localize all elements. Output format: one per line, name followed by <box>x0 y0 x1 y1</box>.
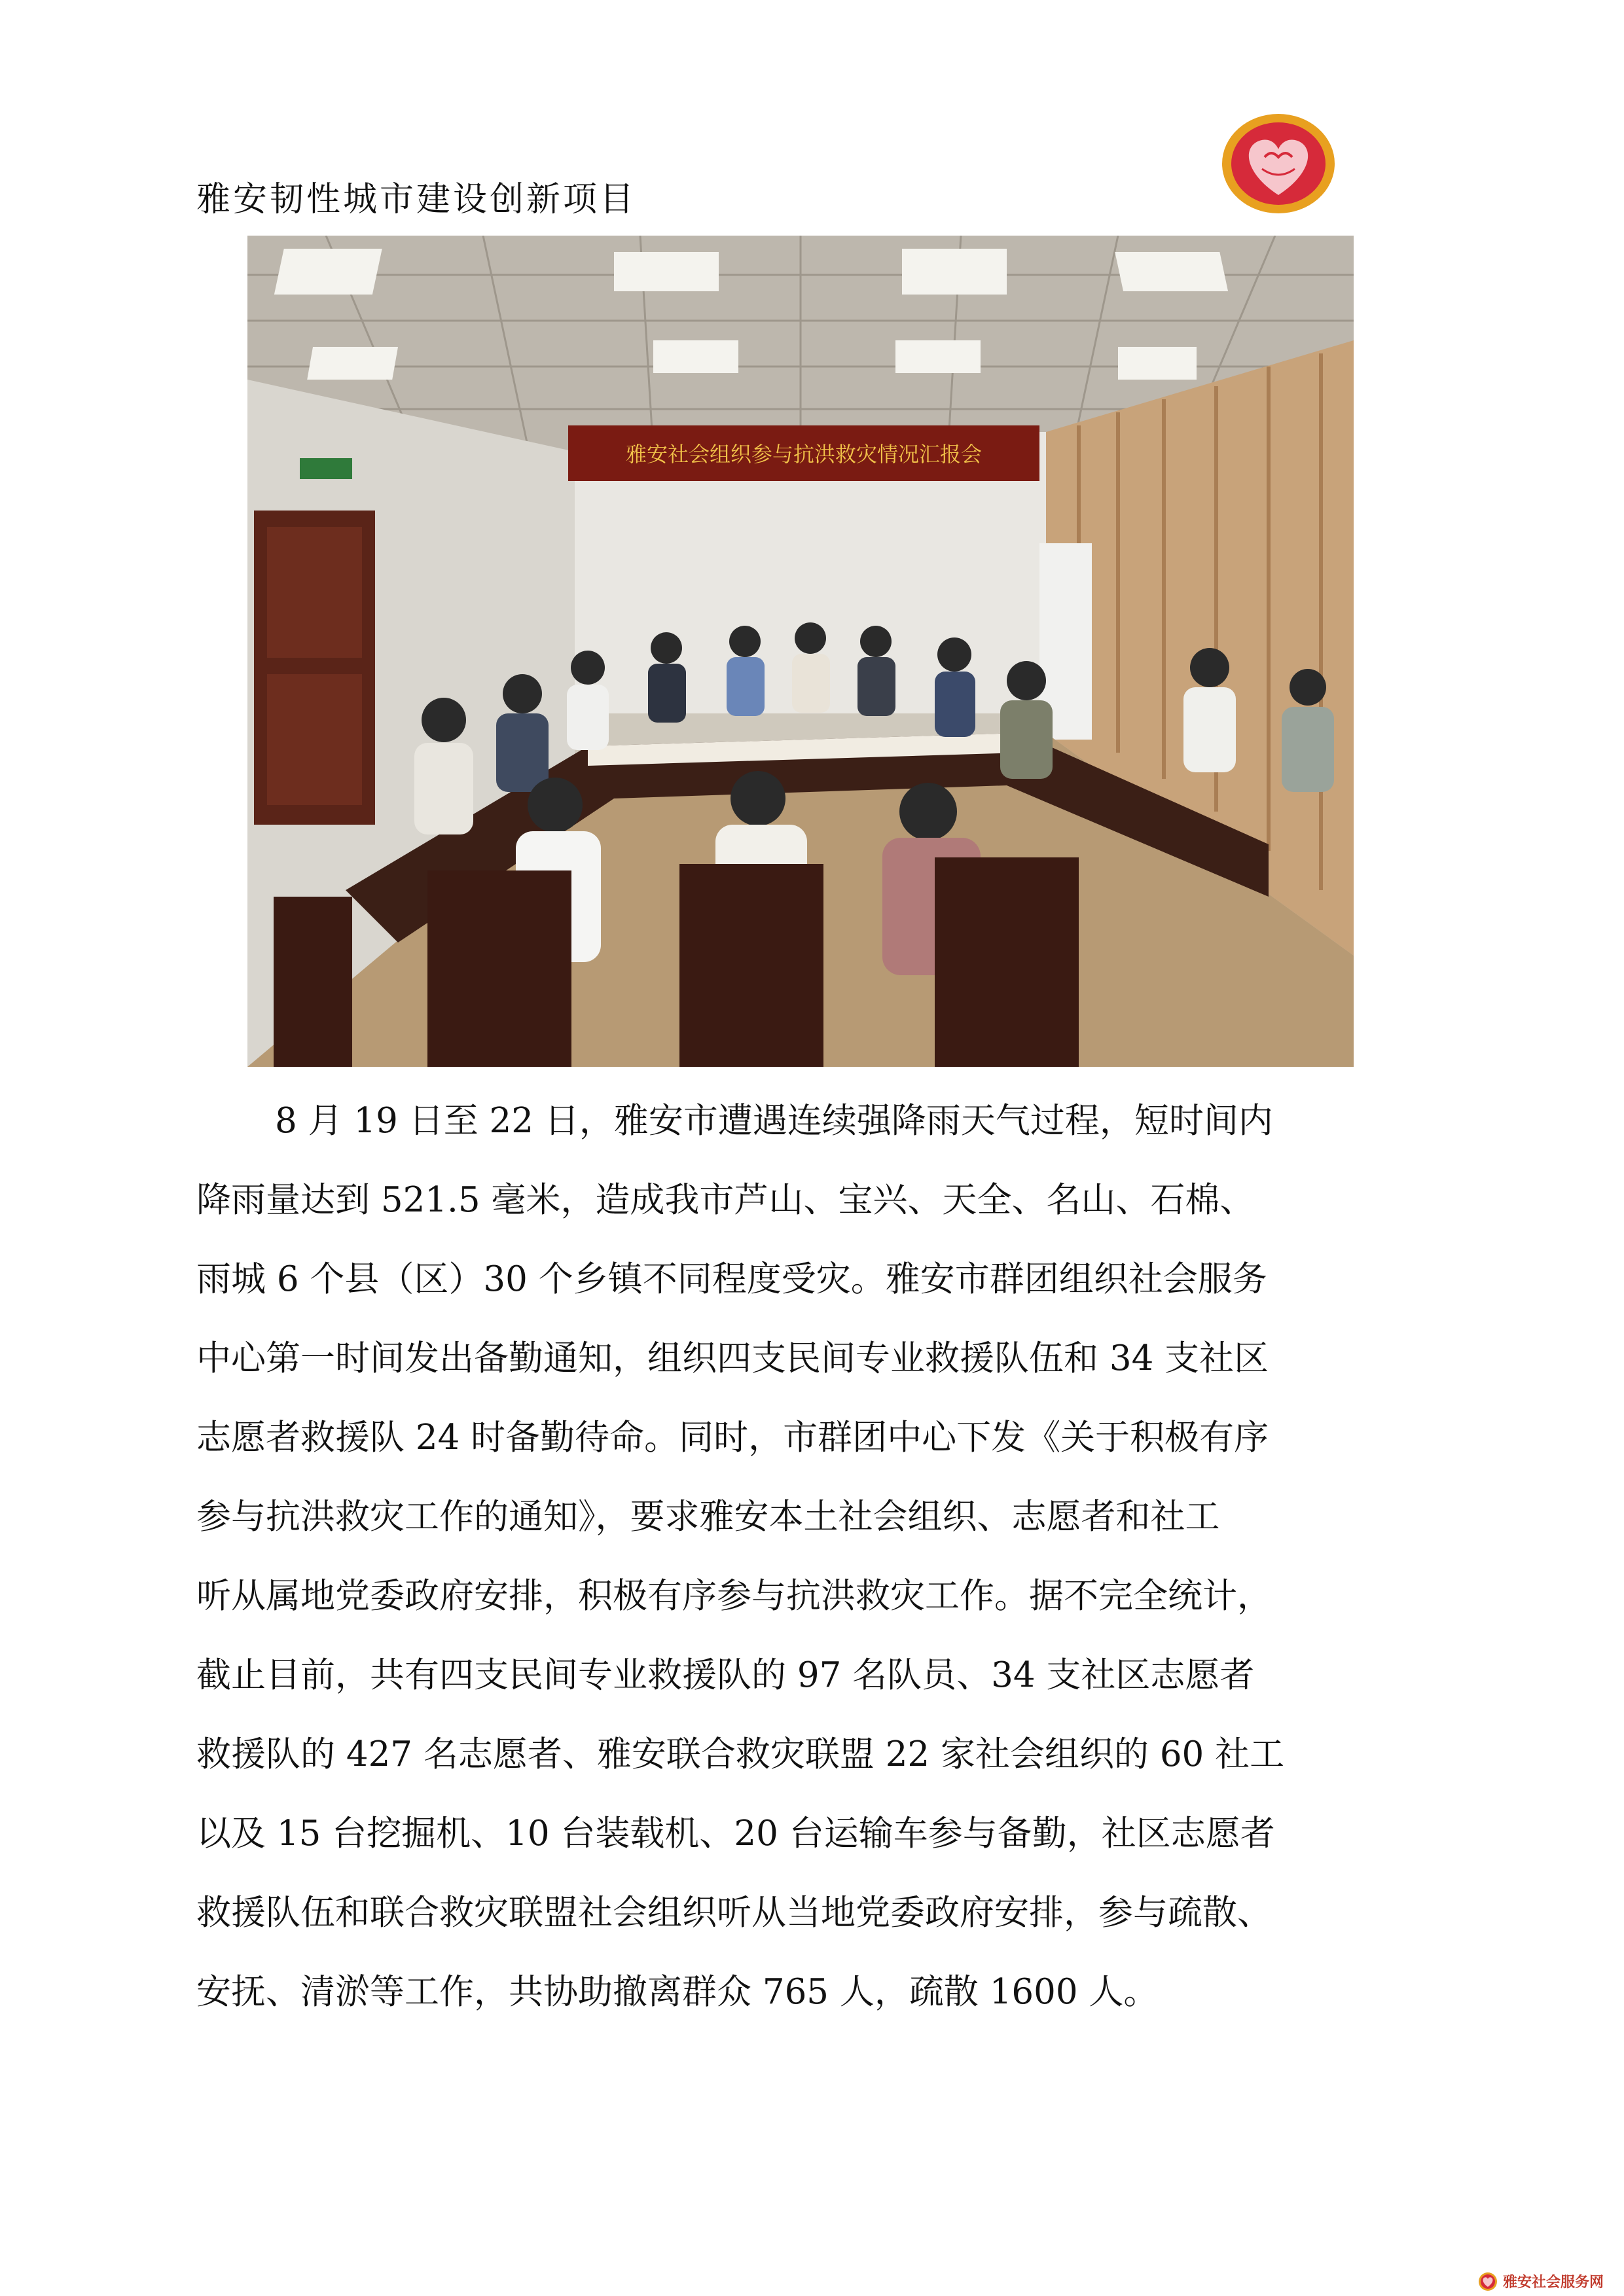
paragraph-line: 雨城 6 个县（区）30 个乡镇不同程度受灾。雅安市群团组织社会服务 <box>196 1259 1267 1299</box>
meeting-photo <box>247 236 1354 1067</box>
page-title: 雅安韧性城市建设创新项目 <box>196 180 637 219</box>
paragraph-line: 截止目前，共有四支民间专业救援队的 97 名队员、34 支社区志愿者 <box>196 1655 1255 1695</box>
organization-logo <box>1219 111 1338 216</box>
paragraph-line: 中心第一时间发出备勤通知，组织四支民间专业救援队伍和 34 支社区 <box>196 1338 1269 1378</box>
paragraph-line: 参与抗洪救灾工作的通知》，要求雅安本土社会组织、志愿者和社工 <box>196 1497 1220 1537</box>
footer-watermark <box>1478 2271 1604 2291</box>
paragraph-line: 安抚、清淤等工作，共协助撤离群众 765 人，疏散 1600 人。 <box>196 1972 1159 2012</box>
banner-text: 雅安社会组织参与抗洪救灾情况汇报会 <box>625 442 983 467</box>
paragraph-line: 8 月 19 日至 22 日，雅安市遭遇连续强降雨天气过程，短时间内 <box>275 1101 1273 1141</box>
meeting-room-illustration <box>247 236 1354 1067</box>
article-paragraph <box>196 1081 1430 2032</box>
paragraph-line: 降雨量达到 521.5 毫米，造成我市芦山、宝兴、天全、名山、石棉、 <box>196 1180 1255 1220</box>
paragraph-line: 以及 15 台挖掘机、10 台装载机、20 台运输车参与备勤，社区志愿者 <box>196 1814 1275 1854</box>
footer-brand-text: 雅安社会服务网 <box>1503 2274 1604 2291</box>
paragraph-line: 救援队的 427 名志愿者、雅安联合救灾联盟 22 家社会组织的 60 社工 <box>196 1734 1285 1774</box>
heart-hands-logo-icon <box>1219 111 1338 216</box>
heart-hands-footer-icon <box>1478 2272 1498 2291</box>
paragraph-line: 听从属地党委政府安排，积极有序参与抗洪救灾工作。据不完全统计， <box>196 1576 1272 1616</box>
paragraph-line: 志愿者救援队 24 时备勤待命。同时，市群团中心下发《关于积极有序 <box>196 1418 1269 1458</box>
paragraph-line: 救援队伍和联合救灾联盟社会组织听从当地党委政府安排，参与疏散、 <box>196 1893 1272 1933</box>
